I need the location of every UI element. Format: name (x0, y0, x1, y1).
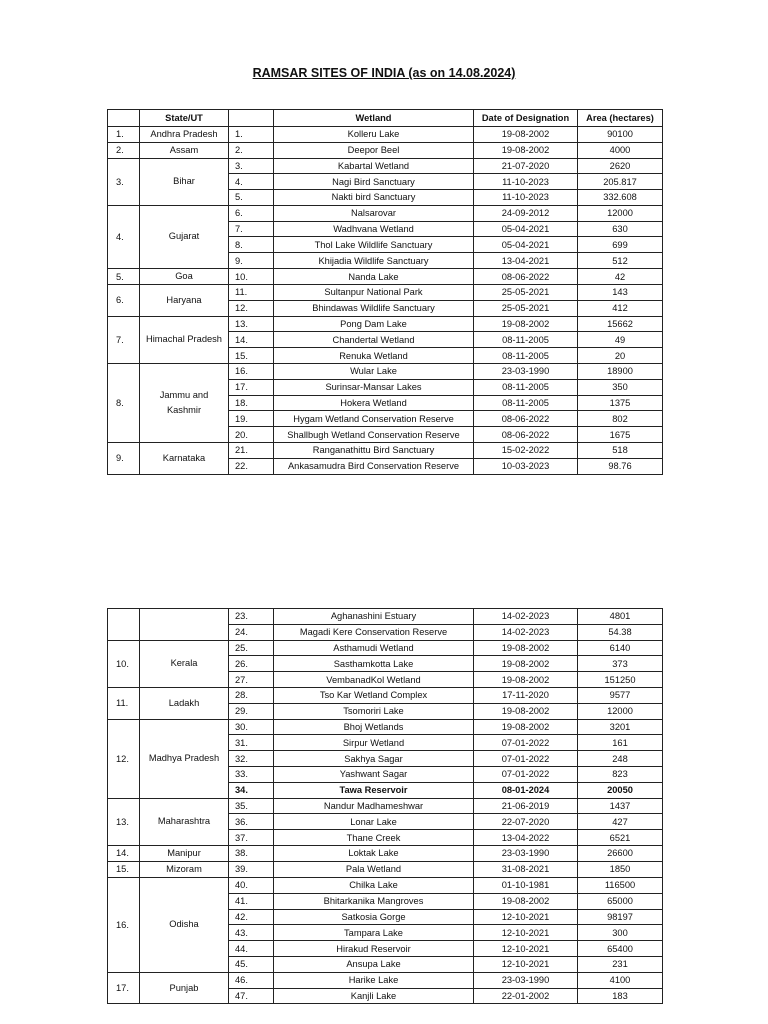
table-row (108, 443, 663, 459)
area-cell: 1437 (578, 798, 663, 814)
area-cell: 4000 (578, 142, 663, 158)
wetland-name-cell: Tso Kar Wetland Complex (274, 687, 474, 703)
site-number-cell: 9. (229, 253, 274, 269)
designation-date-cell: 25-05-2021 (474, 285, 578, 301)
wetland-name-cell: Hirakud Reservoir (274, 941, 474, 957)
table-row (108, 158, 663, 174)
wetland-name-cell: Wular Lake (274, 364, 474, 380)
area-cell: 1375 (578, 395, 663, 411)
site-number-cell: 22. (229, 458, 274, 474)
state-serial-cell: 6. (108, 285, 140, 317)
state-serial-cell (108, 609, 140, 641)
ramsar-table-part-1 (107, 109, 663, 475)
state-name-cell: Goa (140, 269, 229, 285)
table-row (108, 364, 663, 380)
wetland-name-cell: Pong Dam Lake (274, 316, 474, 332)
header-state: State/UT (140, 110, 229, 127)
wetland-name-cell: Nalsarovar (274, 205, 474, 221)
designation-date-cell: 07-01-2022 (474, 735, 578, 751)
designation-date-cell: 12-10-2021 (474, 925, 578, 941)
designation-date-cell: 25-05-2021 (474, 300, 578, 316)
designation-date-cell: 08-11-2005 (474, 379, 578, 395)
wetland-name-cell: Asthamudi Wetland (274, 640, 474, 656)
state-name-cell: Mizoram (140, 861, 229, 877)
site-number-cell: 3. (229, 158, 274, 174)
wetland-name-cell: Deepor Beel (274, 142, 474, 158)
area-cell: 12000 (578, 205, 663, 221)
site-number-cell: 47. (229, 988, 274, 1004)
site-number-cell: 18. (229, 395, 274, 411)
state-name-cell: Madhya Pradesh (140, 719, 229, 798)
wetland-name-cell: Tsomoriri Lake (274, 703, 474, 719)
designation-date-cell: 17-11-2020 (474, 687, 578, 703)
area-cell: 151250 (578, 672, 663, 688)
designation-date-cell: 23-03-1990 (474, 845, 578, 861)
state-name-cell: Karnataka (140, 443, 229, 475)
site-number-cell: 8. (229, 237, 274, 253)
area-cell: 248 (578, 751, 663, 767)
wetland-name-cell: Magadi Kere Conservation Reserve (274, 624, 474, 640)
area-cell: 143 (578, 285, 663, 301)
designation-date-cell: 08-11-2005 (474, 332, 578, 348)
designation-date-cell: 24-09-2012 (474, 205, 578, 221)
site-number-cell: 13. (229, 316, 274, 332)
wetland-name-cell: Sultanpur National Park (274, 285, 474, 301)
area-cell: 802 (578, 411, 663, 427)
site-number-cell: 45. (229, 956, 274, 972)
site-number-cell: 23. (229, 609, 274, 625)
wetland-name-cell: Kanjli Lake (274, 988, 474, 1004)
table-row (108, 205, 663, 221)
state-name-cell: Haryana (140, 285, 229, 317)
site-number-cell: 34. (229, 782, 274, 798)
designation-date-cell: 12-10-2021 (474, 941, 578, 957)
wetland-name-cell: Kolleru Lake (274, 126, 474, 142)
designation-date-cell: 23-03-1990 (474, 972, 578, 988)
site-number-cell: 11. (229, 285, 274, 301)
state-serial-cell: 17. (108, 972, 140, 1004)
wetland-name-cell: Nandur Madhameshwar (274, 798, 474, 814)
area-cell: 6140 (578, 640, 663, 656)
site-number-cell: 42. (229, 909, 274, 925)
designation-date-cell: 07-01-2022 (474, 751, 578, 767)
wetland-name-cell: Renuka Wetland (274, 348, 474, 364)
area-cell: 373 (578, 656, 663, 672)
wetland-name-cell: Thane Creek (274, 830, 474, 846)
site-number-cell: 12. (229, 300, 274, 316)
site-number-cell: 25. (229, 640, 274, 656)
state-name-cell: Gujarat (140, 205, 229, 268)
site-number-cell: 39. (229, 861, 274, 877)
site-number-cell: 20. (229, 427, 274, 443)
site-number-cell: 43. (229, 925, 274, 941)
state-name-cell: Punjab (140, 972, 229, 1004)
wetland-name-cell: Hygam Wetland Conservation Reserve (274, 411, 474, 427)
state-serial-cell: 7. (108, 316, 140, 363)
header-wetland: Wetland (274, 110, 474, 127)
designation-date-cell: 08-01-2024 (474, 782, 578, 798)
area-cell: 20050 (578, 782, 663, 798)
designation-date-cell: 19-08-2002 (474, 640, 578, 656)
wetland-name-cell: Bhindawas Wildlife Sanctuary (274, 300, 474, 316)
site-number-cell: 44. (229, 941, 274, 957)
area-cell: 427 (578, 814, 663, 830)
table-row (108, 126, 663, 142)
wetland-name-cell: Ranganathittu Bird Sanctuary (274, 443, 474, 459)
designation-date-cell: 19-08-2002 (474, 142, 578, 158)
wetland-name-cell: Wadhvana Wetland (274, 221, 474, 237)
state-serial-cell: 10. (108, 640, 140, 687)
area-cell: 65000 (578, 893, 663, 909)
wetland-name-cell: Sasthamkotta Lake (274, 656, 474, 672)
site-number-cell: 6. (229, 205, 274, 221)
wetland-name-cell: Nakti bird Sanctuary (274, 190, 474, 206)
state-serial-cell: 1. (108, 126, 140, 142)
state-name-cell (140, 609, 229, 641)
site-number-cell: 15. (229, 348, 274, 364)
designation-date-cell: 05-04-2021 (474, 221, 578, 237)
state-serial-cell: 13. (108, 798, 140, 845)
site-number-cell: 26. (229, 656, 274, 672)
wetland-name-cell: Lonar Lake (274, 814, 474, 830)
designation-date-cell: 19-08-2002 (474, 703, 578, 719)
designation-date-cell: 14-02-2023 (474, 624, 578, 640)
site-number-cell: 27. (229, 672, 274, 688)
designation-date-cell: 19-08-2002 (474, 316, 578, 332)
state-serial-cell: 8. (108, 364, 140, 443)
site-number-cell: 5. (229, 190, 274, 206)
state-serial-cell: 3. (108, 158, 140, 205)
state-serial-cell: 11. (108, 687, 140, 719)
site-number-cell: 28. (229, 687, 274, 703)
designation-date-cell: 19-08-2002 (474, 719, 578, 735)
state-name-cell: Andhra Pradesh (140, 126, 229, 142)
wetland-name-cell: Sirpur Wetland (274, 735, 474, 751)
area-cell: 512 (578, 253, 663, 269)
state-serial-cell: 16. (108, 877, 140, 972)
area-cell: 42 (578, 269, 663, 285)
wetland-name-cell: Pala Wetland (274, 861, 474, 877)
table-row (108, 845, 663, 861)
designation-date-cell: 19-08-2002 (474, 893, 578, 909)
designation-date-cell: 08-11-2005 (474, 348, 578, 364)
designation-date-cell: 07-01-2022 (474, 766, 578, 782)
area-cell: 4100 (578, 972, 663, 988)
state-name-cell: Kerala (140, 640, 229, 687)
designation-date-cell: 12-10-2021 (474, 956, 578, 972)
area-cell: 332.608 (578, 190, 663, 206)
state-serial-cell: 15. (108, 861, 140, 877)
designation-date-cell: 11-10-2023 (474, 190, 578, 206)
site-number-cell: 24. (229, 624, 274, 640)
area-cell: 54.38 (578, 624, 663, 640)
state-serial-cell: 14. (108, 845, 140, 861)
header-area: Area (hectares) (578, 110, 663, 127)
area-cell: 1675 (578, 427, 663, 443)
area-cell: 9577 (578, 687, 663, 703)
state-name-cell: Maharashtra (140, 798, 229, 845)
site-number-cell: 1. (229, 126, 274, 142)
designation-date-cell: 13-04-2021 (474, 253, 578, 269)
site-number-cell: 30. (229, 719, 274, 735)
designation-date-cell: 14-02-2023 (474, 609, 578, 625)
state-name-cell: Manipur (140, 845, 229, 861)
wetland-name-cell: Tampara Lake (274, 925, 474, 941)
site-number-cell: 41. (229, 893, 274, 909)
page-title: RAMSAR SITES OF INDIA (as on 14.08.2024) (252, 66, 516, 80)
area-cell: 2620 (578, 158, 663, 174)
site-number-cell: 17. (229, 379, 274, 395)
designation-date-cell: 11-10-2023 (474, 174, 578, 190)
header-date: Date of Designation (474, 110, 578, 127)
area-cell: 20 (578, 348, 663, 364)
state-name-cell: Ladakh (140, 687, 229, 719)
site-number-cell: 36. (229, 814, 274, 830)
site-number-cell: 14. (229, 332, 274, 348)
designation-date-cell: 15-02-2022 (474, 443, 578, 459)
designation-date-cell: 10-03-2023 (474, 458, 578, 474)
area-cell: 26600 (578, 845, 663, 861)
table-row (108, 609, 663, 625)
site-number-cell: 2. (229, 142, 274, 158)
area-cell: 6521 (578, 830, 663, 846)
state-serial-cell: 12. (108, 719, 140, 798)
wetland-name-cell: Satkosia Gorge (274, 909, 474, 925)
state-name-cell: Jammu and Kashmir (140, 364, 229, 443)
wetland-name-cell: Ankasamudra Bird Conservation Reserve (274, 458, 474, 474)
state-serial-cell: 2. (108, 142, 140, 158)
site-number-cell: 21. (229, 443, 274, 459)
area-cell: 3201 (578, 719, 663, 735)
table-row (108, 798, 663, 814)
area-cell: 90100 (578, 126, 663, 142)
table-row (108, 972, 663, 988)
designation-date-cell: 08-06-2022 (474, 427, 578, 443)
wetland-name-cell: Sakhya Sagar (274, 751, 474, 767)
wetland-name-cell: VembanadKol Wetland (274, 672, 474, 688)
area-cell: 116500 (578, 877, 663, 893)
area-cell: 15662 (578, 316, 663, 332)
wetland-name-cell: Kabartal Wetland (274, 158, 474, 174)
area-cell: 161 (578, 735, 663, 751)
area-cell: 630 (578, 221, 663, 237)
wetland-name-cell: Harike Lake (274, 972, 474, 988)
area-cell: 699 (578, 237, 663, 253)
state-serial-cell: 4. (108, 205, 140, 268)
state-name-cell: Odisha (140, 877, 229, 972)
designation-date-cell: 05-04-2021 (474, 237, 578, 253)
area-cell: 1850 (578, 861, 663, 877)
designation-date-cell: 19-08-2002 (474, 672, 578, 688)
site-number-cell: 19. (229, 411, 274, 427)
state-name-cell: Bihar (140, 158, 229, 205)
designation-date-cell: 08-06-2022 (474, 269, 578, 285)
wetland-name-cell: Thol Lake Wildlife Sanctuary (274, 237, 474, 253)
table-row (108, 142, 663, 158)
header-sno (108, 110, 140, 127)
wetland-name-cell: Ansupa Lake (274, 956, 474, 972)
table-row (108, 877, 663, 893)
table-row (108, 269, 663, 285)
table-row (108, 316, 663, 332)
area-cell: 4801 (578, 609, 663, 625)
wetland-name-cell: Tawa Reservoir (274, 782, 474, 798)
site-number-cell: 10. (229, 269, 274, 285)
area-cell: 183 (578, 988, 663, 1004)
site-number-cell: 31. (229, 735, 274, 751)
site-number-cell: 35. (229, 798, 274, 814)
wetland-name-cell: Loktak Lake (274, 845, 474, 861)
table-row (108, 285, 663, 301)
wetland-name-cell: Shallbugh Wetland Conservation Reserve (274, 427, 474, 443)
table-header-row (108, 110, 663, 127)
designation-date-cell: 22-07-2020 (474, 814, 578, 830)
area-cell: 65400 (578, 941, 663, 957)
site-number-cell: 40. (229, 877, 274, 893)
site-number-cell: 46. (229, 972, 274, 988)
wetland-name-cell: Chandertal Wetland (274, 332, 474, 348)
designation-date-cell: 21-07-2020 (474, 158, 578, 174)
area-cell: 300 (578, 925, 663, 941)
area-cell: 518 (578, 443, 663, 459)
site-number-cell: 29. (229, 703, 274, 719)
area-cell: 412 (578, 300, 663, 316)
wetland-name-cell: Yashwant Sagar (274, 766, 474, 782)
area-cell: 823 (578, 766, 663, 782)
wetland-name-cell: Nagi Bird Sanctuary (274, 174, 474, 190)
header-site-no (229, 110, 274, 127)
wetland-name-cell: Aghanashini Estuary (274, 609, 474, 625)
designation-date-cell: 08-11-2005 (474, 395, 578, 411)
designation-date-cell: 01-10-1981 (474, 877, 578, 893)
designation-date-cell: 21-06-2019 (474, 798, 578, 814)
area-cell: 12000 (578, 703, 663, 719)
designation-date-cell: 23-03-1990 (474, 364, 578, 380)
state-serial-cell: 5. (108, 269, 140, 285)
area-cell: 49 (578, 332, 663, 348)
site-number-cell: 38. (229, 845, 274, 861)
wetland-name-cell: Surinsar-Mansar Lakes (274, 379, 474, 395)
area-cell: 98.76 (578, 458, 663, 474)
ramsar-table-part-2 (107, 608, 663, 1004)
wetland-name-cell: Khijadia Wildlife Sanctuary (274, 253, 474, 269)
state-serial-cell: 9. (108, 443, 140, 475)
site-number-cell: 37. (229, 830, 274, 846)
designation-date-cell: 19-08-2002 (474, 126, 578, 142)
site-number-cell: 7. (229, 221, 274, 237)
designation-date-cell: 08-06-2022 (474, 411, 578, 427)
table-row (108, 719, 663, 735)
table-row (108, 861, 663, 877)
area-cell: 350 (578, 379, 663, 395)
designation-date-cell: 19-08-2002 (474, 656, 578, 672)
wetland-name-cell: Chilka Lake (274, 877, 474, 893)
wetland-name-cell: Hokera Wetland (274, 395, 474, 411)
designation-date-cell: 12-10-2021 (474, 909, 578, 925)
state-name-cell: Assam (140, 142, 229, 158)
site-number-cell: 32. (229, 751, 274, 767)
wetland-name-cell: Bhoj Wetlands (274, 719, 474, 735)
area-cell: 231 (578, 956, 663, 972)
table-row (108, 640, 663, 656)
wetland-name-cell: Nanda Lake (274, 269, 474, 285)
designation-date-cell: 22-01-2002 (474, 988, 578, 1004)
site-number-cell: 33. (229, 766, 274, 782)
site-number-cell: 4. (229, 174, 274, 190)
area-cell: 18900 (578, 364, 663, 380)
designation-date-cell: 13-04-2022 (474, 830, 578, 846)
area-cell: 98197 (578, 909, 663, 925)
table-row (108, 687, 663, 703)
wetland-name-cell: Bhitarkanika Mangroves (274, 893, 474, 909)
designation-date-cell: 31-08-2021 (474, 861, 578, 877)
site-number-cell: 16. (229, 364, 274, 380)
state-name-cell: Himachal Pradesh (140, 316, 229, 363)
area-cell: 205.817 (578, 174, 663, 190)
